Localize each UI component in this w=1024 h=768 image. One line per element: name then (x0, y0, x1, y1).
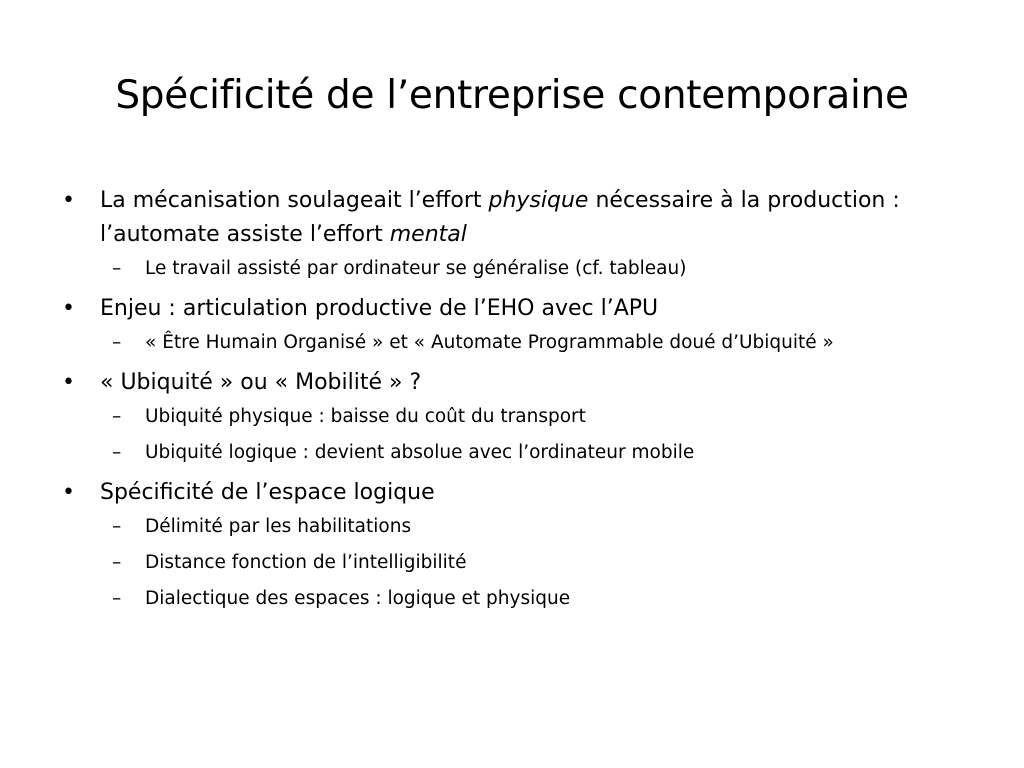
bullet-item (62, 366, 900, 400)
dash-marker: – (112, 552, 122, 573)
bullet-marker: • (62, 370, 75, 395)
bullet-text: Spécificité de l’espace logique (100, 480, 435, 505)
slide-content (0, 184, 1024, 620)
sub-bullet-item (112, 548, 880, 577)
sub-bullet-item (112, 584, 880, 613)
bullet-emphasis: mental (389, 222, 467, 247)
sub-bullet-text: Ubiquité physique : baisse du coût du transport (145, 406, 586, 427)
sub-bullet-item (112, 512, 880, 541)
bullet-text: nécessaire à la production : l’automate assiste l’effort (100, 188, 900, 247)
bullet-item (62, 292, 900, 326)
sub-bullet-text: Distance fonction de l’intelligibilité (145, 552, 467, 573)
dash-marker: – (112, 406, 122, 427)
bullet-marker: • (62, 188, 75, 213)
dash-marker: – (112, 516, 122, 537)
bullet-emphasis: physique (488, 188, 589, 213)
bullet-text: « Ubiquité » ou « Mobilité » ? (100, 370, 422, 395)
sub-bullet-text: Ubiquité logique : devient absolue avec l’ordinateur mobile (145, 442, 695, 463)
bullet-marker: • (62, 480, 75, 505)
slide-title: Spécificité de l’entreprise contemporaine (115, 73, 909, 118)
sub-bullet-item (112, 254, 880, 283)
bullet-item (62, 476, 900, 510)
bullet-text: La mécanisation soulageait l’effort (100, 188, 489, 213)
sub-bullet-text: Délimité par les habilitations (145, 516, 412, 537)
bullet-item (62, 184, 900, 252)
sub-bullet-item (112, 328, 880, 357)
dash-marker: – (112, 588, 122, 609)
bullet-text: Enjeu : articulation productive de l’EHO avec l’APU (100, 296, 659, 321)
sub-bullet-item (112, 438, 880, 467)
dash-marker: – (112, 442, 122, 463)
sub-bullet-text: « Être Humain Organisé » et « Automate Programmable doué d’Ubiquité » (145, 332, 834, 353)
sub-bullet-text: Dialectique des espaces : logique et physique (145, 588, 571, 609)
sub-bullet-item (112, 402, 880, 431)
bullet-marker: • (62, 296, 75, 321)
sub-bullet-text: Le travail assisté par ordinateur se généralise (cf. tableau) (145, 258, 687, 279)
dash-marker: – (112, 332, 122, 353)
dash-marker: – (112, 258, 122, 279)
